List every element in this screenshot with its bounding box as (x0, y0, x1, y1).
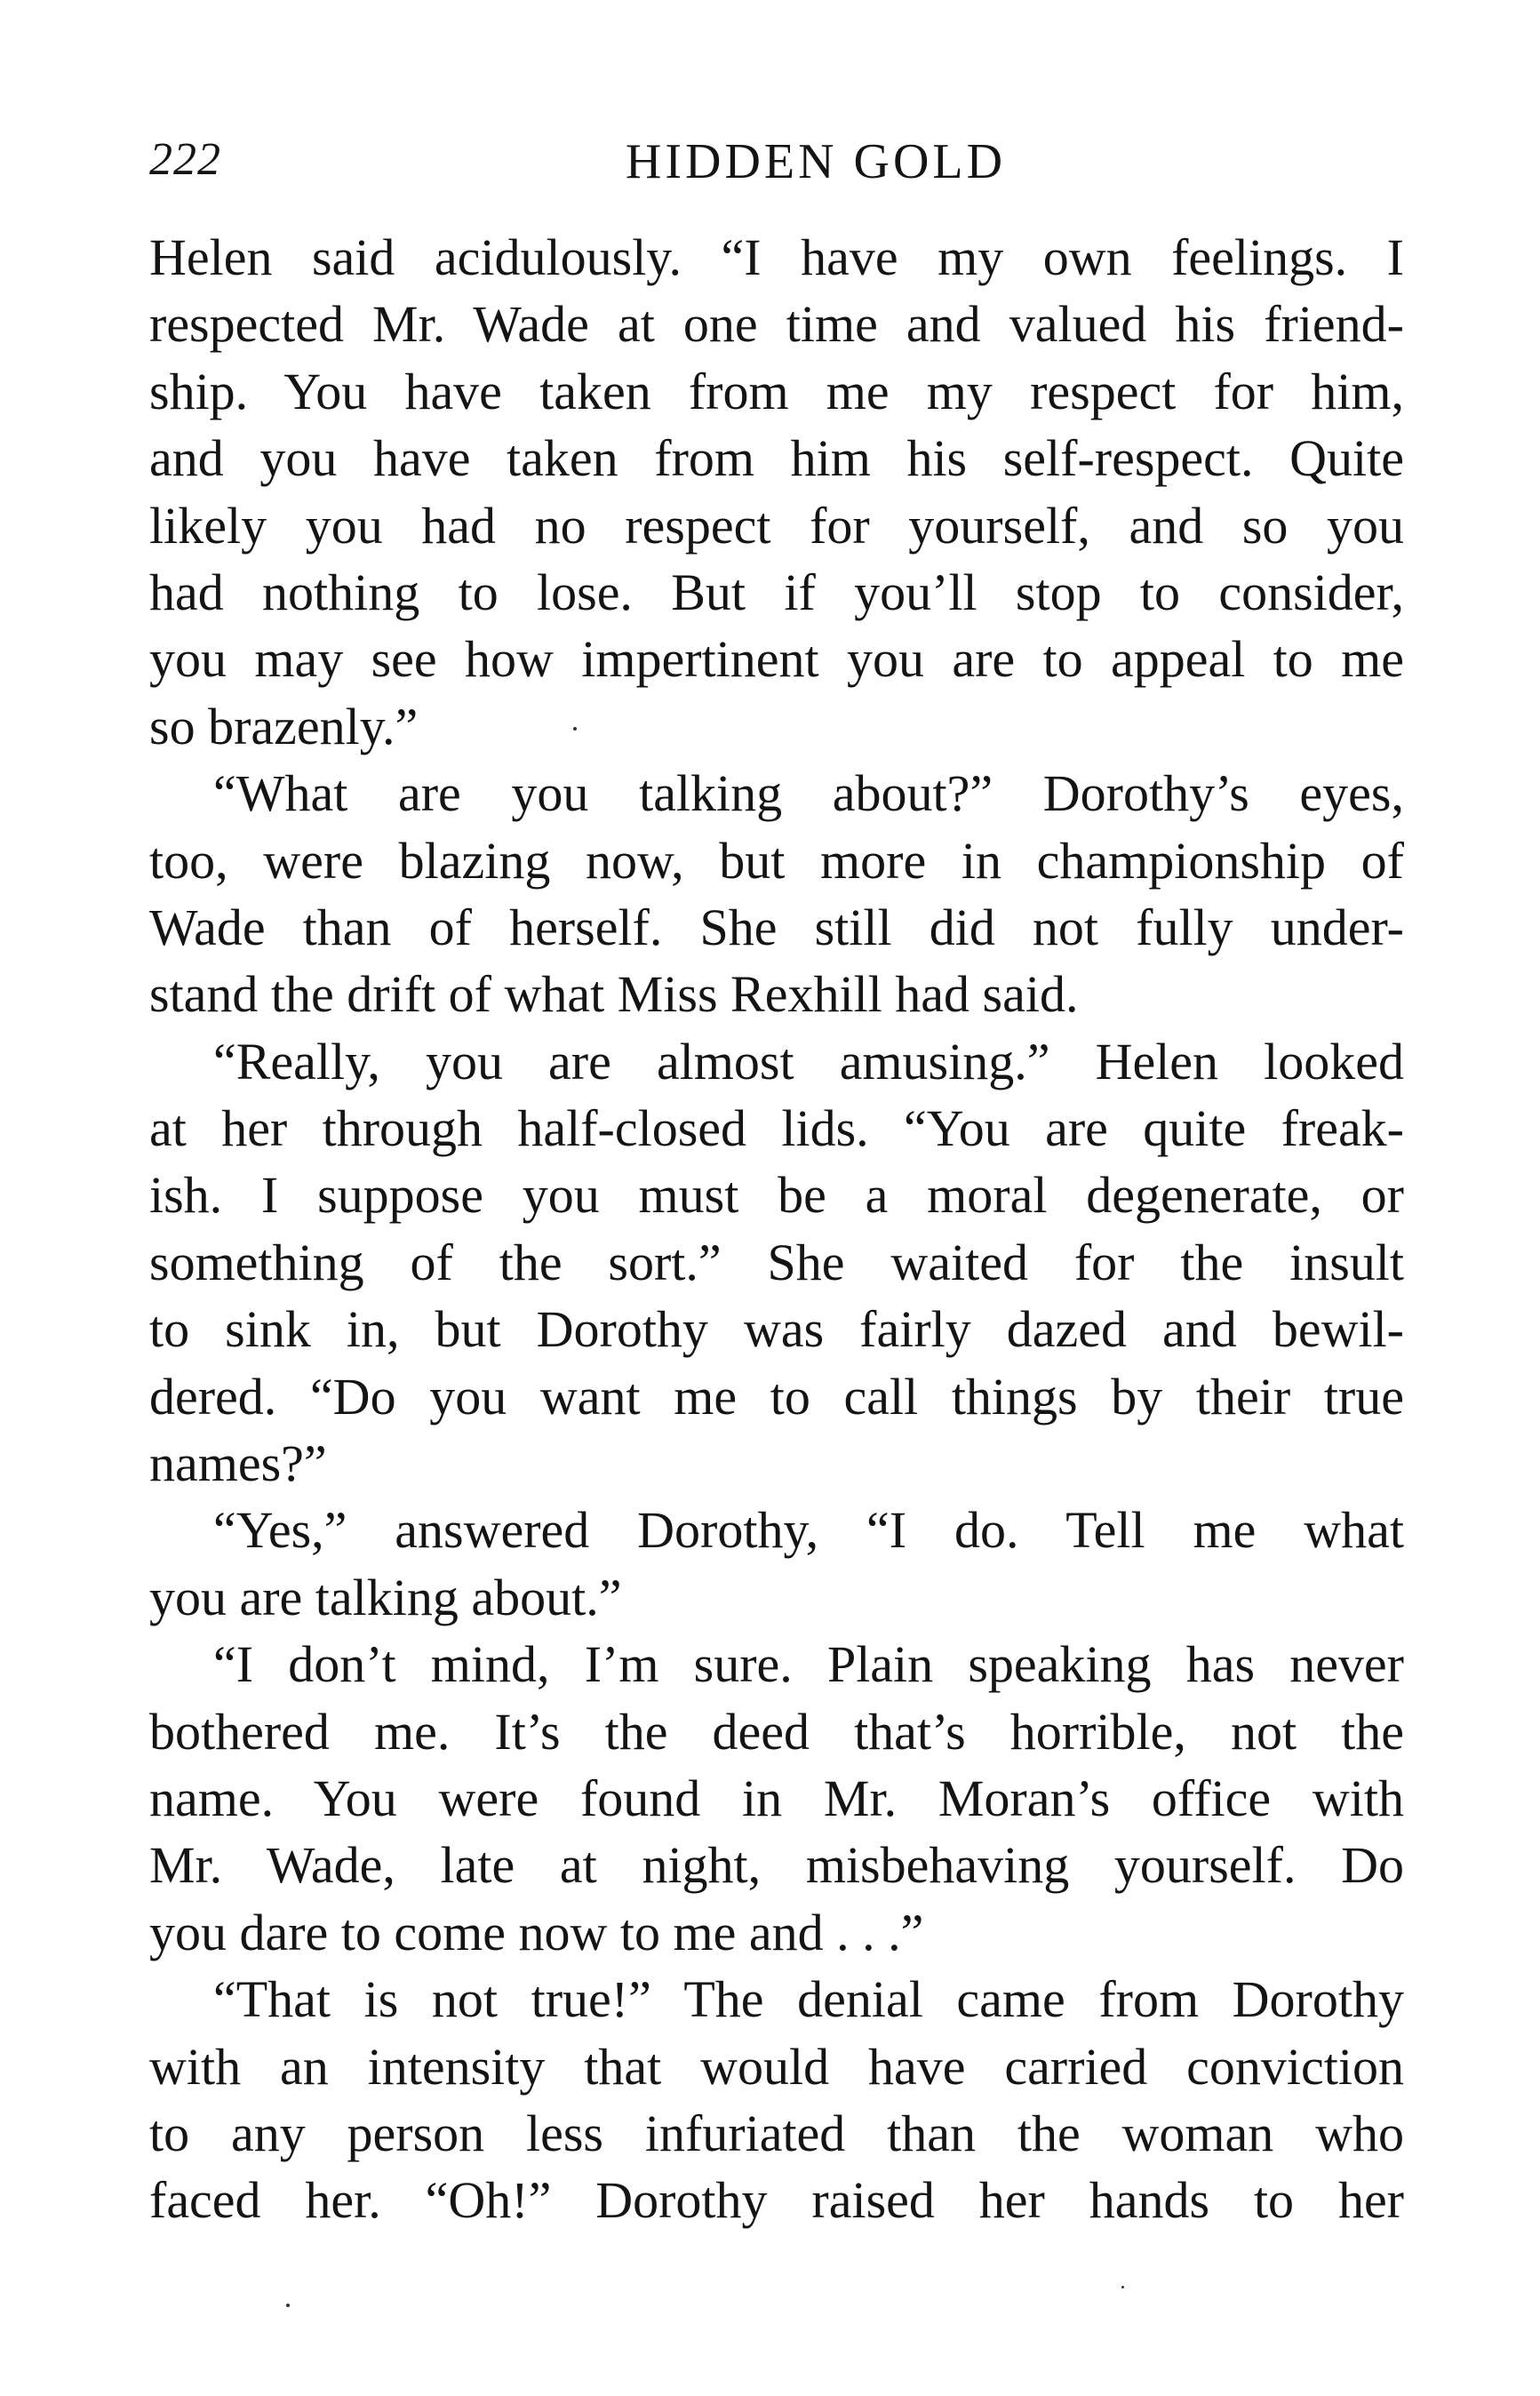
text-line: something of the sort.” She waited for the insult (149, 1233, 1404, 1291)
text-line: Mr. Wade, late at night, misbehaving yourself. Do (149, 1836, 1404, 1895)
text-line: with an intensity that would have carried conviction (149, 2037, 1404, 2096)
text-line: stand the drift of what Miss Rexhill had said. (149, 965, 1079, 1024)
text-line: “That is not true!” The denial came from Dorothy (213, 1970, 1404, 2029)
paper-speck (1121, 2286, 1124, 2288)
text-line: ship. You have taken from me my respect for him, (149, 362, 1404, 420)
text-line: you dare to come now to me and . . .” (149, 1903, 924, 1961)
text-line: too, were blazing now, but more in championship of (149, 831, 1404, 890)
text-line: likely you had no respect for yourself, and so you (149, 496, 1404, 555)
text-line: faced her. “Oh!” Dorothy raised her hands to her (149, 2171, 1404, 2230)
text-line: “What are you talking about?” Dorothy’s eyes, (213, 764, 1404, 823)
text-line: ish. I suppose you must be a moral degenerate, or (149, 1166, 1404, 1225)
text-line: you may see how impertinent you are to appeal to me (149, 630, 1404, 689)
text-line: name. You were found in Mr. Moran’s office with (149, 1769, 1404, 1827)
paper-speck (573, 727, 577, 731)
text-line: to sink in, but Dorothy was fairly dazed and bewil- (149, 1300, 1404, 1359)
text-line: Helen said acidulously. “I have my own feelings. I (149, 228, 1404, 286)
text-line: bothered me. It’s the deed that’s horrible, not the (149, 1702, 1404, 1761)
text-line: so brazenly.” (149, 697, 419, 755)
text-line: names?” (149, 1434, 327, 1493)
paper-speck (286, 2304, 290, 2307)
page-number: 222 (149, 134, 221, 185)
page-header (149, 133, 1404, 196)
text-line: to any person less infuriated than the woman who (149, 2104, 1404, 2162)
text-line: you are talking about.” (149, 1568, 622, 1626)
text-line: “Really, you are almost amusing.” Helen looked (213, 1032, 1404, 1090)
body-text (149, 224, 1404, 2234)
text-line: Wade than of herself. She still did not fully under- (149, 898, 1404, 956)
text-line: respected Mr. Wade at one time and valued his friend- (149, 295, 1404, 354)
running-title: HIDDEN GOLD (625, 134, 1007, 189)
text-line: “I don’t mind, I’m sure. Plain speaking has never (213, 1635, 1404, 1694)
text-line: and you have taken from him his self-respect. Quite (149, 429, 1404, 488)
text-line: dered. “Do you want me to call things by their true (149, 1367, 1404, 1426)
text-line: at her through half-closed lids. “You are quite freak- (149, 1099, 1404, 1158)
text-line: had nothing to lose. But if you’ll stop to consider, (149, 563, 1404, 621)
text-line: “Yes,” answered Dorothy, “I do. Tell me what (213, 1501, 1404, 1560)
